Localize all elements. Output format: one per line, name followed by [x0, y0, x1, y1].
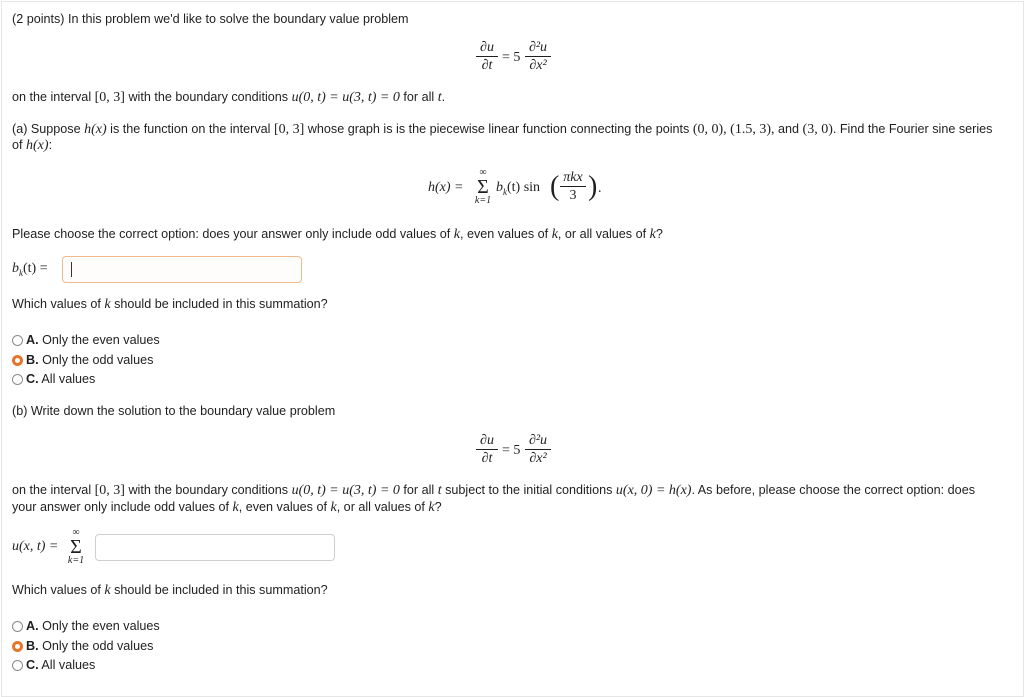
pde-lhs-fraction: ∂u ∂t: [476, 40, 498, 73]
radio-a[interactable]: [12, 335, 23, 346]
series-term: $b_k(t)$ sin: [496, 180, 541, 197]
radio-c[interactable]: [12, 374, 23, 385]
pde-equals-coef: = 5: [502, 50, 521, 65]
bk-label: $b_k(t)$ =: [12, 261, 48, 278]
part-b-text-line1: on the interval [0, 3] with the boundary conditions u(0, t) = u(3, t) = 0 for all t subject to the initial conditions u(x, 0) = h(x). As before, please choose the correct option: does: [12, 483, 975, 498]
pde-rhs-fraction: ∂²u ∂x²: [525, 40, 551, 73]
part-a-which-values: Which values of k should be included in this summation?: [12, 297, 328, 312]
solution-lhs: u(x, t) =: [12, 539, 59, 554]
pde2-rhs-fraction: ∂²u ∂x²: [525, 433, 551, 466]
part-a-text-line2: of h(x):: [12, 138, 53, 153]
intro-text: (2 points) In this problem we'd like to solve the boundary value problem: [12, 12, 409, 26]
option-a-label[interactable]: A. Only the even values: [26, 333, 160, 347]
text-caret: [71, 262, 72, 277]
part-b-which-values: Which values of k should be included in this summation?: [12, 583, 328, 598]
radio-b-a[interactable]: [12, 621, 23, 632]
radio-b-b[interactable]: [12, 641, 23, 652]
option-b-a-label[interactable]: A. Only the even values: [26, 619, 160, 633]
pde2-lhs-fraction: ∂u ∂t: [476, 433, 498, 466]
part-b-title: (b) Write down the solution to the boundary value problem: [12, 404, 336, 418]
option-b-c-label[interactable]: C. All values: [26, 658, 96, 672]
radio-b[interactable]: [12, 355, 23, 366]
sum-symbol-2: ∞ Σ k=1: [67, 527, 85, 566]
part-a-choose-prompt: Please choose the correct option: does your answer only include odd values of k, even values of k, or all values of k?: [12, 227, 663, 242]
option-c-label[interactable]: C. All values: [26, 372, 96, 386]
series-fraction: πkx 3: [560, 170, 586, 203]
part-b-text-line2: your answer only include odd values of k, even values of k, or all values of k?: [12, 500, 442, 515]
bk-input[interactable]: [62, 256, 302, 283]
solution-input[interactable]: [95, 534, 335, 561]
paren-close: ): [588, 171, 598, 202]
option-b-b-label[interactable]: B. Only the odd values: [26, 639, 154, 653]
pde2-equals-coef: = 5: [502, 443, 521, 458]
paren-open: (: [550, 171, 560, 202]
radio-b-c[interactable]: [12, 660, 23, 671]
part-a-text-line1: (a) Suppose h(x) is the function on the interval [0, 3] whose graph is is the piecewise linear function connecting the points (0, 0), (1.5, 3), and (3, 0). Find the Fourier sine series: [12, 122, 993, 137]
conditions-line: on the interval [0, 3] with the boundary conditions u(0, t) = u(3, t) = 0 for all t.: [12, 90, 446, 105]
option-b-label[interactable]: B. Only the odd values: [26, 353, 154, 367]
sum-symbol: ∞ Σ k=1: [474, 167, 492, 206]
series-lhs: h(x) =: [428, 180, 464, 195]
series-end: .: [598, 181, 602, 196]
